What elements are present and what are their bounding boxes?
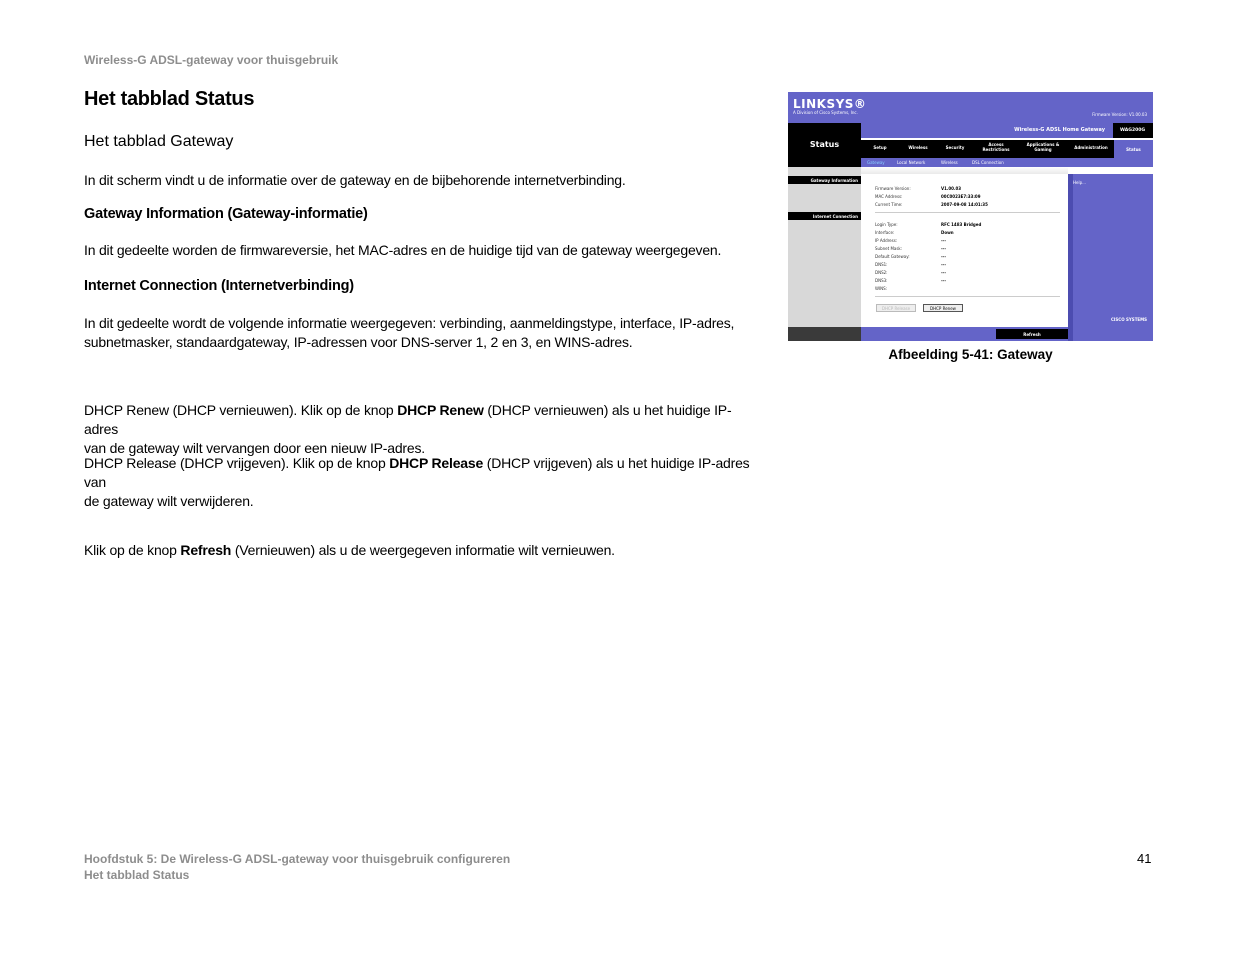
row-label: Interface:: [875, 230, 895, 235]
intro-paragraph: In dit scherm vindt u de informatie over de gateway en de bijbehorende internetverbinding.: [84, 172, 626, 188]
subtab-local-network[interactable]: Local Network: [897, 160, 926, 165]
page-number: 41: [1137, 851, 1152, 866]
text-line: van de gateway wilt vervangen door een nieuw IP-adres.: [84, 440, 425, 456]
nav-tab-access-restrictions[interactable]: Access Restrictions: [982, 142, 1010, 152]
divider: [875, 212, 1060, 213]
refresh-paragraph: [84, 541, 756, 560]
cisco-logo: CISCO SYSTEMS: [1111, 317, 1148, 322]
status-content: [862, 174, 1068, 327]
help-link[interactable]: Help...: [1073, 180, 1086, 185]
left-panel-footer: [788, 327, 861, 341]
text-line: de gateway wilt verwijderen.: [84, 493, 254, 509]
text-run: Klik op de knop: [84, 542, 181, 558]
figure-caption: Afbeelding 5-41: Gateway: [888, 347, 1053, 362]
row-label: DNS3:: [875, 278, 888, 283]
nav-tab-security[interactable]: Security: [945, 145, 965, 150]
text-line: In dit gedeelte wordt de volgende informatie weergegeven: verbinding, aanmeldingstype, interface, IP-adres,: [84, 315, 735, 331]
dhcp-release-button[interactable]: DHCP Release: [876, 304, 916, 312]
row-label: MAC Address:: [875, 194, 903, 199]
footer-chapter: Hoofdstuk 5: De Wireless-G ADSL-gateway voor thuisgebruik configureren: [84, 852, 511, 866]
left-section-gateway-information: Gateway Information: [788, 176, 861, 184]
row-value: ---: [941, 278, 946, 283]
row-value: 2007-09-08 14:01:35: [941, 202, 988, 207]
nav-tab-setup[interactable]: Setup: [873, 145, 887, 150]
row-value: ---: [941, 254, 946, 259]
divider: [875, 296, 1060, 297]
help-panel: [1068, 174, 1153, 341]
page-footer: [84, 851, 510, 883]
logo-subtitle: A Division of Cisco Systems, Inc.: [793, 110, 858, 115]
nav-tab-administration[interactable]: Administration: [1074, 145, 1108, 150]
row-value: ---: [941, 270, 946, 275]
model-bar: [861, 123, 1113, 138]
linksys-logo: LINKSYS®: [793, 97, 867, 111]
bold-term: DHCP Renew: [397, 402, 484, 418]
text-run: DHCP Release (DHCP vrijgeven). Klik op de knop: [84, 455, 390, 471]
content-separator: [861, 167, 1068, 174]
row-value: ---: [941, 238, 946, 243]
row-label: DNS1:: [875, 262, 888, 267]
nav-tab-wireless[interactable]: Wireless: [908, 145, 928, 150]
section-heading-internet-connection: Internet Connection (Internetverbinding): [84, 278, 354, 294]
gateway-information-paragraph: In dit gedeelte worden de firmwareversie, het MAC-adres en de huidige tijd van de gateway weergegeven.: [84, 242, 722, 258]
row-label: WINS:: [875, 286, 888, 291]
left-section-internet-connection: Internet Connection: [788, 212, 861, 220]
row-label: Firmware Version:: [875, 186, 911, 191]
row-value: ---: [941, 246, 946, 251]
nav-tab-status[interactable]: Status: [1114, 140, 1153, 158]
subtab-gateway[interactable]: Gateway: [867, 160, 885, 165]
page-subtitle: Het tabblad Gateway: [84, 133, 234, 150]
refresh-button[interactable]: Refresh: [996, 329, 1068, 339]
model-code: WAG200G: [1113, 123, 1153, 138]
dhcp-renew-button[interactable]: DHCP Renew: [923, 304, 963, 312]
firmware-version-label: Firmware Version: V1.00.03: [1092, 112, 1147, 117]
help-panel-edge: [1068, 174, 1073, 341]
text-run: (DHCP vrijgeven) als u het huidige IP-adres van: [84, 455, 750, 490]
sub-nav: [861, 158, 1153, 167]
text-run: (Vernieuwen) als u de weergegeven informatie wilt vernieuwen.: [231, 542, 615, 558]
row-label: DNS2:: [875, 270, 888, 275]
row-label: Default Gateway:: [875, 254, 910, 259]
section-title: Status: [809, 140, 840, 149]
text-line: subnetmasker, standaardgateway, IP-adressen voor DNS-server 1, 2 en 3, en WINS-adres.: [84, 334, 633, 350]
row-value: 00C0023E7:33:09: [941, 194, 981, 199]
main-nav: [861, 140, 1153, 158]
model-name: Wireless-G ADSL Home Gateway: [1014, 127, 1105, 133]
dhcp-renew-paragraph: [84, 401, 756, 458]
internet-connection-paragraph: [84, 314, 756, 352]
row-value: Down: [941, 230, 954, 235]
page-title: Het tabblad Status: [84, 88, 255, 110]
row-value: RFC 1483 Bridged: [941, 222, 982, 227]
text-run: DHCP Renew (DHCP vernieuwen). Klik op de knop: [84, 402, 398, 418]
gateway-screenshot-figure: [788, 92, 1153, 341]
bold-term: DHCP Release: [389, 455, 484, 471]
row-value: V1.00.03: [941, 186, 962, 191]
row-label: Current Time:: [875, 202, 903, 207]
row-label: IP Address:: [875, 238, 898, 243]
row-label: Subnet Mask:: [875, 246, 903, 251]
text-run: (DHCP vernieuwen) als u het huidige IP-adres: [84, 402, 732, 437]
subtab-wireless[interactable]: Wireless: [941, 160, 958, 165]
section-heading-gateway-information: Gateway Information (Gateway-informatie): [84, 206, 368, 222]
left-panel: [788, 167, 861, 341]
dhcp-release-paragraph: [84, 454, 756, 511]
row-label: Login Type:: [875, 222, 898, 227]
running-header: Wireless-G ADSL-gateway voor thuisgebruik: [84, 53, 339, 67]
footer-section: Het tabblad Status: [84, 868, 190, 882]
bold-term: Refresh: [180, 542, 232, 558]
nav-tab-applications-gaming[interactable]: Applications & Gaming: [1026, 142, 1060, 152]
subtab-dsl-connection[interactable]: DSL Connection: [972, 160, 1004, 165]
row-value: ---: [941, 262, 946, 267]
